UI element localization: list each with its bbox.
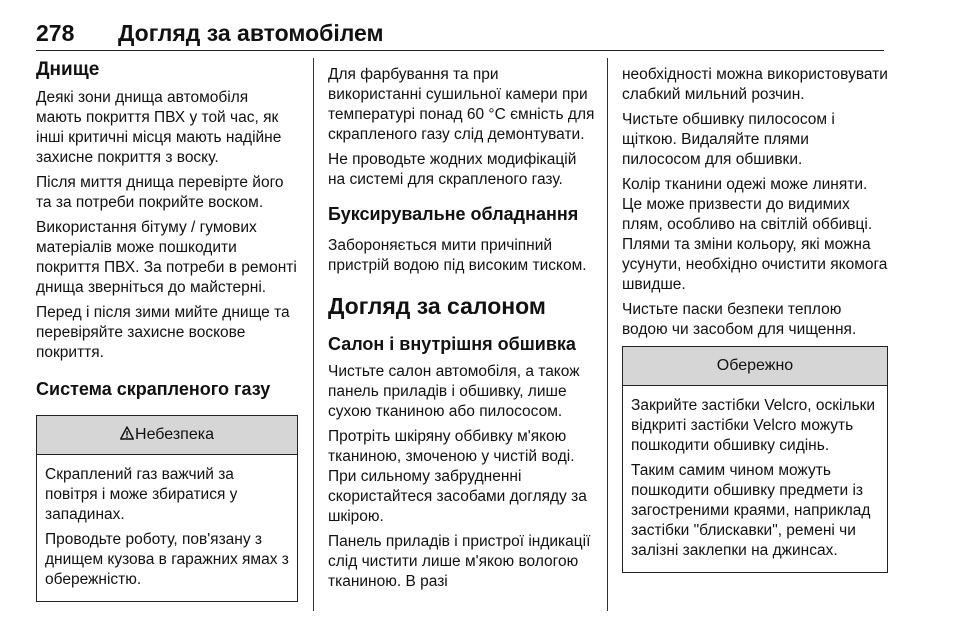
paragraph: Проводьте роботу, пов'язану з днищем кузова в гаражних ямах з обережністю. [45, 531, 289, 588]
paragraph: Чистьте паски безпеки теплою водою чи засобом для чищення. [622, 301, 857, 338]
column-3 [622, 65, 888, 573]
paragraph: Використання бітуму / гумових матеріалів може пошкодити покриття ПВХ. За потреби в ремонті днища зверніться до майстерні. [36, 219, 297, 296]
danger-box [36, 415, 298, 602]
paragraph: Деякі зони днища автомобіля мають покриття ПВХ у той час, як інші критичні місця мають надійне захисне покриття з воску. [36, 89, 282, 166]
caution-box-body [623, 386, 887, 572]
paragraph: Протріть шкіряну оббивку м'якою тканиною, змоченою у чистій воді. При сильному забрудненні скористайтеся засобами догляду за шкірою. [328, 428, 587, 525]
warning-triangle-icon [120, 426, 134, 440]
paragraph: Не проводьте жодних модифікацій на системі для скрапленого газу. [328, 151, 577, 188]
paragraph: Панель приладів і пристрої індикації слід чистити лише м'якою вологою тканиною. В разі [328, 533, 591, 590]
caution-box [622, 346, 888, 573]
paragraph: Колір тканини одежі може линяти. Це може призвести до видимих плям, особливо на світлій оббивці. Плями та зміни кольору, які можна усунути, необхідно очистити якомога швидше. [622, 176, 888, 293]
paragraph: Для фарбування та при використанні сушильної камери при температурі понад 60 °C ємність для скрапленого газу слід демонтувати. [328, 66, 595, 143]
subheading-lpg-system: Система скрапленого газу [36, 379, 271, 399]
running-title: Догляд за автомобілем [118, 20, 384, 46]
paragraph: Після миття днища перевірте його та за потреби покрийте воском. [36, 174, 284, 211]
page-header [36, 20, 884, 51]
paragraph: Чистьте обшивку пилососом і щіткою. Видаляйте плями пилососом для обшивки. [622, 111, 835, 168]
column-divider [607, 58, 608, 611]
section-heading-underbody: Днище [36, 59, 100, 80]
paragraph: Закрийте застібки Velcro, оскільки відкриті застібки Velcro можуть пошкодити обшивку сидінь. [631, 397, 876, 454]
column-2 [328, 65, 596, 597]
subheading-towing-equipment: Буксирувальне обладнання [328, 204, 579, 224]
paragraph: Перед і після зими мийте днище та перевіряйте захисне воскове покриття. [36, 304, 290, 361]
paragraph: Скраплений газ важчий за повітря і може збиратися у западинах. [45, 466, 238, 523]
column-divider [313, 58, 314, 611]
caution-box-header: Обережно [623, 347, 887, 386]
paragraph: Чистьте салон автомобіля, а також панель приладів і обшивку, лише сухою тканиною або пилососом. [328, 363, 580, 420]
column-1 [36, 58, 298, 602]
paragraph: Таким самим чином можуть пошкодити обшивку предмети із загостреними краями, наприклад застібки "блискавки", ремені чи залізні заклепки на джинсах. [631, 462, 871, 559]
subheading-interior-trim: Салон і внутрішня обшивка [328, 334, 576, 354]
paragraph: необхідності можна використовувати слабкий мильний розчин. [622, 66, 888, 103]
danger-box-body [37, 455, 297, 601]
section-heading-interior-care: Догляд за салоном [328, 293, 546, 319]
danger-box-header [37, 416, 297, 455]
paragraph: Забороняється мити причіпний пристрій водою під високим тиском. [328, 237, 587, 274]
danger-box-title: Небезпека [135, 426, 214, 443]
page-number: 278 [36, 20, 75, 46]
